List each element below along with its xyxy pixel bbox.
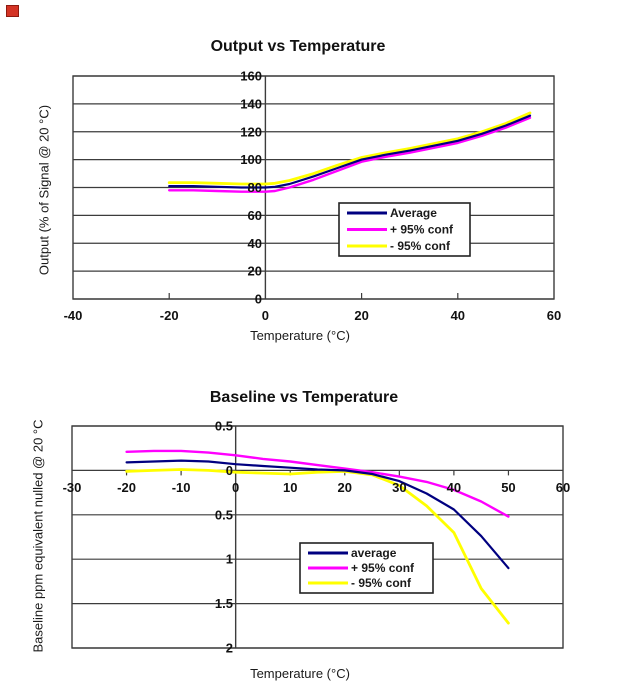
x-tick-label: -40 <box>63 308 83 323</box>
x-tick-label: 10 <box>282 480 298 495</box>
y-tick-label: 1.5 <box>214 596 233 612</box>
x-tick-label: -30 <box>62 480 82 495</box>
legend-label: - 95% conf <box>351 576 412 590</box>
y-tick-label: 160 <box>240 68 262 84</box>
y-tick-label: 120 <box>240 124 262 140</box>
plot-frame <box>72 426 563 648</box>
legend-label: Average <box>390 206 437 220</box>
x-tick-label: 60 <box>546 308 562 323</box>
x-tick-label: 50 <box>501 480 516 495</box>
legend-label: + 95% conf <box>390 222 454 237</box>
x-tick-label: 30 <box>392 480 407 495</box>
series-plus95-line <box>169 118 530 192</box>
x-tick-label: 20 <box>354 308 369 323</box>
x-tick-label: 40 <box>446 480 462 495</box>
baseline-chart-y-axis-title: Baseline ppm equivalent nulled @ 20 °C <box>30 419 46 653</box>
y-tick-label: 60 <box>247 207 262 223</box>
y-tick-label: 2 <box>225 640 233 656</box>
x-tick-label: -20 <box>117 480 136 495</box>
legend-label: average <box>351 546 397 560</box>
y-tick-label: 80 <box>247 180 262 195</box>
x-tick-label: -20 <box>159 308 179 323</box>
output-chart-y-axis-title: Output (% of Signal @ 20 °C) <box>36 104 52 276</box>
y-tick-label: 100 <box>240 152 262 168</box>
output-chart-x-axis-title: Temperature (°C) <box>250 328 350 343</box>
x-tick-label: 60 <box>555 480 571 495</box>
output-chart-title: Output vs Temperature <box>210 38 386 55</box>
y-tick-label: 20 <box>247 263 262 279</box>
x-tick-label: 0 <box>261 308 270 323</box>
series-average-line <box>169 116 530 188</box>
y-tick-label: 0.5 <box>214 507 233 523</box>
y-tick-label: 0 <box>254 291 262 307</box>
x-tick-label: -10 <box>171 480 191 495</box>
y-tick-label: 0.5 <box>214 418 233 434</box>
series-minus95-line <box>169 113 530 184</box>
baseline-chart-title: Baseline vs Temperature <box>209 389 399 406</box>
y-tick-label: 40 <box>247 235 262 251</box>
x-tick-label: 20 <box>337 480 353 495</box>
baseline-chart-x-axis-title: Temperature (°C) <box>250 666 350 681</box>
y-tick-label: 0 <box>225 462 233 478</box>
legend-label: - 95% conf <box>390 239 451 253</box>
x-tick-label: 0 <box>232 480 240 495</box>
x-tick-label: 40 <box>450 308 466 323</box>
y-tick-label: 1 <box>225 551 233 567</box>
y-tick-label: 140 <box>240 96 262 112</box>
legend-label: + 95% conf <box>351 561 415 575</box>
